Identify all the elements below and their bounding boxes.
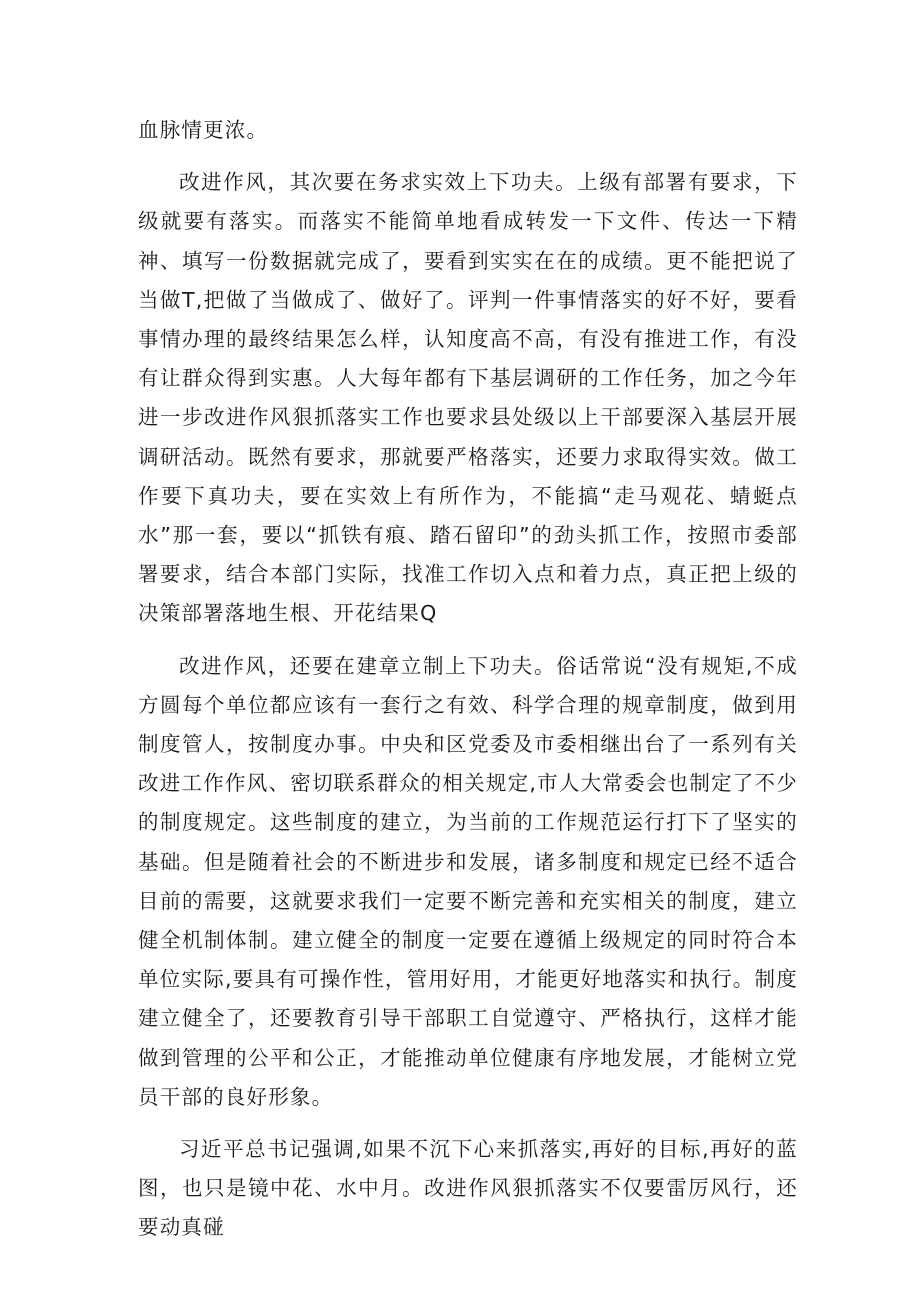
paragraph-continuation: 血脉情更浓。 xyxy=(138,118,269,142)
paragraph-practical-results: 改进作风，其次要在务求实效上下功夫。上级有部署有要求，下级就要有落实。而落实不能简单地看成转发一下文件、传达一下精神、填写一份数据就完成了，要看到实实在在的成绩。更不能把说了当做T,把做了当做成了、做好了。评判一件事情落实的好不好，要看事情办理的最终结果怎么样，认知度高不高，有没有推进工作，有没有让群众得到实惠。人大每年都有下基层调研的工作任务，加之今年进一步改进作风狠抓落实工作也要求县处级以上干部要深入基层开展调研活动。既然有要求，那就要严格落实，还要力求取得实效。做工作要下真功夫，要在实效上有所作为，不能搞“走马观花、蜻蜓点水”那一套，要以“抓铁有痕、踏石留印”的劲头抓工作，按照市委部署要求，结合本部门实际，找准工作切入点和着力点，真正把上级的决策部署落地生根、开花结果Q xyxy=(138,170,798,626)
document-body xyxy=(138,111,798,1261)
paragraph-xi-quote: 习近平总书记强调,如果不沉下心来抓落实,再好的目标,再好的蓝图，也只是镜中花、水中月。改进作风狠抓落实不仅要雷厉风行，还要动真碰 xyxy=(138,1137,798,1240)
paragraph-rules-system: 改进作风，还要在建章立制上下功夫。俗话常说“没有规矩,不成方圆每个单位都应该有一套行之有效、科学合理的规章制度，做到用制度管人，按制度办事。中央和区党委及市委相继出台了一系列有关改进工作作风、密切联系群众的相关规定,市人大常委会也制定了不少的制度规定。这些制度的建立，为当前的工作规范运行打下了坚实的基础。但是随着社会的不断进步和发展，诸多制度和规定已经不适合目前的需要，这就要求我们一定要不断完善和充实相关的制度，建立健全机制体制。建立健全的制度一定要在遵循上级规定的同时符合本单位实际,要具有可操作性，管用好用，才能更好地落实和执行。制度建立健全了，还要教育引导干部职工自觉遵守、严格执行，这样才能做到管理的公平和公正，才能推动单位健康有序地发展，才能树立党员干部的良好形象。 xyxy=(138,653,798,1109)
